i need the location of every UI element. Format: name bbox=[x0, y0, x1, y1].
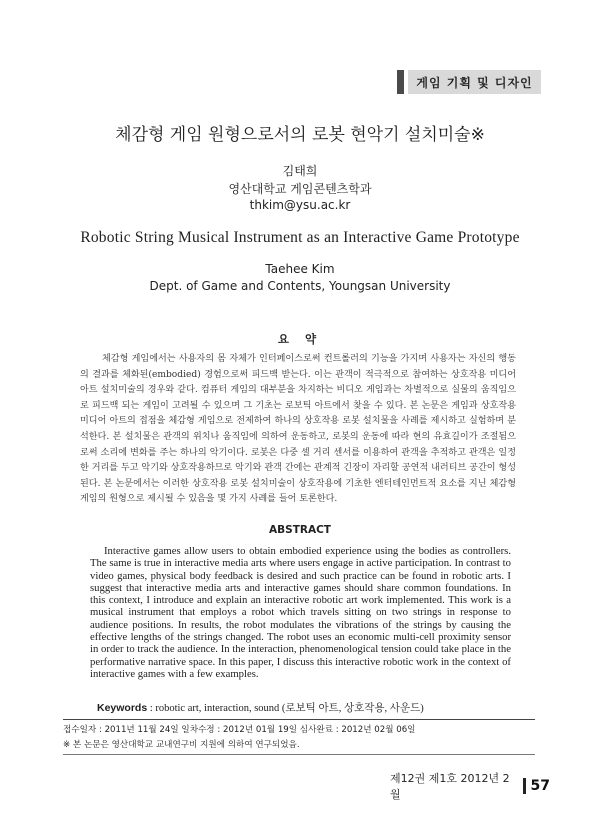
journal-issue: 제12권 제1호 2012년 2월 bbox=[390, 772, 510, 801]
keywords-line bbox=[97, 700, 567, 715]
paper-title-korean: 체감형 게임 원형으로서의 로봇 현악기 설치미술※ bbox=[115, 125, 485, 145]
section-tag bbox=[397, 70, 541, 94]
keywords-text: : robotic art, interaction, sound (로보틱 아트, 상호작용, 사운드) bbox=[147, 703, 424, 714]
keywords-label: Keywords bbox=[97, 702, 148, 714]
funding-note: ※ 본 논문은 영산대학교 교내연구비 지원에 의하여 연구되었음. bbox=[63, 740, 300, 750]
footnote-bottom-rule bbox=[63, 754, 535, 755]
footer-divider bbox=[523, 778, 526, 794]
abstract-english-body: Interactive games allow users to obtain embodied experience using the bodies as controllers. The same is true in interactive media arts where users engage in active participation. In contrast to video games, physical body feedback is desired and such practice can be found in robotic arts. I suggest that interactive media arts and interactive games should share common foundations. In this context, I introduce and explain an interactive robotic art work implemented. This work is a musical instrument that employs a robot which travels sitting on two strings in response to audience positions. In results, the robot modulates the vibrations of the strings by causing the effective lengths of the strings changed. The robot uses an economic multi-cell proximity sensor in order to track the audience. In the interaction, phenomenological tension could take place in the performative narrative space. In this paper, I discuss this interactive robotic work in the context of interactive games with a few examples. bbox=[90, 545, 511, 680]
abstract-english-heading: ABSTRACT bbox=[269, 524, 331, 536]
section-tag-label: 게임 기획 및 디자인 bbox=[408, 70, 541, 94]
affiliation-korean: 영산대학교 게임콘텐츠학과 bbox=[228, 182, 372, 196]
submission-dates: 접수일자 : 2011년 11월 24일 일차수정 : 2012년 01월 19일 심사완료 : 2012년 02월 06일 bbox=[63, 725, 416, 735]
page-footer bbox=[390, 770, 550, 802]
page-number: 57 bbox=[530, 778, 550, 794]
author-email: thkim@ysu.ac.kr bbox=[249, 198, 351, 212]
affiliation-english: Dept. of Game and Contents, Youngsan University bbox=[149, 279, 451, 293]
footnote-top-rule bbox=[63, 719, 535, 720]
abstract-korean-body: 체감형 게임에서는 사용자의 몸 자체가 인터페이스로써 컨트롤러의 기능을 가지며 사용자는 자신의 행동의 결과를 체화된(embodied) 경험으로써 피드백 받는다. 이는 관객이 적극적으로 참여하는 상호작용 미디어 아트 설치미술의 경우와 같다. 컴퓨터 게임의 대부분을 차지하는 비디오 게임과는 차별적으로 실물의 움직임으로 피드백 되는 게임이 고려될 수 있으며 그 기초는 로보틱 아트에서 찾을 수 있다. 본 논문은 게임과 상호작용 미디어 아트의 접점을 체감형 게임으로 전제하여 하나의 상호작용 로봇 설치물을 사례를 제시하고 실험하며 분석한다. 본 설치물은 관객의 위치나 움직임에 의하여 운동하고, 로봇의 운동에 따라 현의 유효길이가 조절됨으로써 소리에 변화를 주는 하나의 악기이다. 로봇은 다중 셀 거리 센서를 이용하여 관객을 추적하고 관객은 일정한 거리를 두고 악기와 상호작용하므로 악기와 관객 간에는 관계적 긴장이 자리할 공연적 내러티브 공간이 형성된다. 본 논문에서는 이러한 상호작용 로봇 설치미술이 상호작용에 기초한 엔터테인먼트적 요소를 지닌 체감형 게임의 원형으로 제시될 수 있음을 몇 가지 사례를 들어 토론한다. bbox=[80, 354, 516, 505]
abstract-korean-heading: 요 약 bbox=[277, 332, 323, 346]
author-name-korean: 김태희 bbox=[282, 164, 318, 178]
author-name-english: Taehee Kim bbox=[265, 262, 335, 276]
paper-title-english: Robotic String Musical Instrument as an Interactive Game Prototype bbox=[80, 229, 520, 246]
section-tag-bar bbox=[397, 70, 404, 94]
